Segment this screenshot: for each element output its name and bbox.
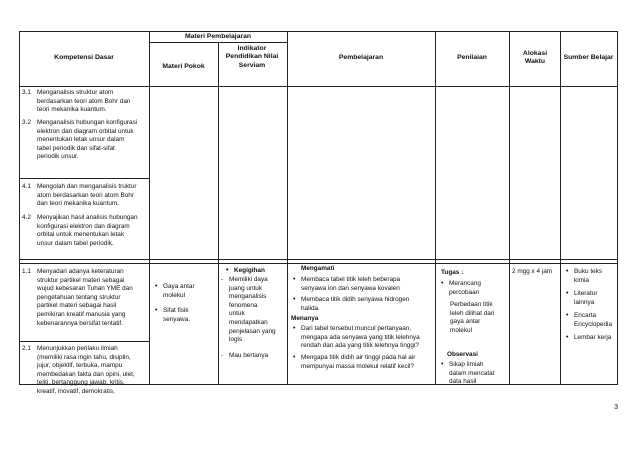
kd-line: berdasarkan teori atom Bohr dan: [37, 97, 131, 105]
pembelajaran-line: halida.: [301, 304, 320, 312]
kd-text: [37, 214, 138, 248]
indikator-line: untuk: [229, 310, 245, 318]
pembelajaran-line: • Membaca tabel titik leleh beberapa: [301, 276, 401, 283]
header-sumber: Sumber Belajar: [563, 54, 614, 61]
kd-line: periodik unsur.: [37, 153, 79, 161]
header-materi-pembelajaran: Materi Pembelajaran: [184, 33, 252, 40]
kd-number: 1.1: [22, 268, 31, 275]
alokasi-value: 2 mgg x 4 jam: [512, 268, 553, 275]
indikator-line: penjelasan yang: [229, 327, 276, 335]
kd-text: [37, 183, 136, 209]
pembelajaran-item: [293, 276, 400, 293]
indikator-line: juang untuk: [229, 284, 263, 292]
kd-text: [37, 268, 133, 328]
kd-line: (memiliki rasa ingin tahu, disiplin,: [37, 353, 131, 361]
pembelajaran-line: • Membaca titik didih senyawa hidrogen: [301, 296, 410, 303]
sumber-line: kimia: [574, 276, 589, 284]
header-bottom: [19, 86, 618, 87]
materi-line: • Sifat fisik: [163, 307, 189, 314]
kd-line: Menunjukkan perilaku ilmiah: [37, 345, 118, 352]
penilaian-line: Perbedaan titik: [450, 301, 493, 308]
kd-divider-2: [19, 341, 149, 342]
pembelajaran-line: rendah dan ada yang titik lelehnya tinggi?: [301, 342, 419, 350]
indikator-line: menganalisis: [229, 293, 267, 301]
kd-number: 3.2: [22, 119, 31, 126]
sumber-item: [566, 312, 612, 329]
border-right: [617, 31, 618, 385]
indikator-line: fenomena: [229, 301, 258, 309]
kd-line: partikel materi sebagai hasil: [37, 302, 117, 310]
materi-line: molekul: [163, 291, 186, 299]
sumber-line: • Encarta: [574, 312, 597, 319]
materi-line: senyawa.: [163, 315, 190, 323]
kd-line: konfigurasi elektron dan diagram: [37, 222, 130, 230]
kd-line: unsur dalam tabel periodik.: [37, 239, 114, 247]
kd-text: [37, 89, 130, 115]
kd-line: elektron dan diagram orbital untuk: [37, 127, 134, 135]
tugas-label: Tugas :: [441, 269, 464, 276]
kd-line: tabel periodik dan sifat-sifat: [37, 144, 115, 152]
kd-number: 4.1: [22, 183, 31, 190]
kd-text: [37, 345, 135, 397]
indikator-item: [219, 276, 276, 345]
block-divider-2: [19, 263, 618, 264]
kd-line: Mengolah dan menganalisis truktur: [37, 183, 137, 190]
header-kompetensi: Kompetensi Dasar: [54, 54, 114, 61]
col-line-3: [287, 31, 288, 385]
border-left: [19, 31, 20, 385]
kd-line: wujud kebesaran Tuhan YME dan: [37, 285, 133, 293]
sumber-item: [566, 290, 597, 307]
kd-line: Menganalisis struktur atom: [37, 89, 114, 96]
penilaian-line: dalam mencatat: [449, 369, 495, 377]
pembelajaran-line: senyawa ion dan senyawa kovalen: [301, 284, 400, 292]
kd-line: teori mekanika kuantum.: [37, 106, 107, 114]
col-line-4: [435, 31, 436, 385]
kd-line: Menganalisis hubungan konfigurasi: [37, 119, 138, 126]
materi-pokok-item: [155, 307, 190, 324]
indikator-title: • Kegigihan: [226, 267, 265, 276]
kd-number: 2.1: [22, 345, 31, 352]
penilaian-line: • Sikap ilmiah: [449, 361, 484, 368]
materi-line: • Gaya antar: [163, 283, 195, 290]
header-alokasi: Alokasi Waktu: [522, 50, 548, 66]
kd-line: atom berdasarkan teori atom Bohr: [37, 191, 134, 199]
sumber-line: lainnya: [574, 298, 595, 306]
indikator-line: - Memiliki daya: [229, 276, 268, 283]
kd-line: Menyajikan hasil analisis hubungan: [37, 214, 138, 221]
kd-line: kebenarannya bersifat tentatif.: [37, 319, 123, 327]
sumber-item: [566, 334, 611, 343]
header-materi-pokok: Materi Pokok: [162, 63, 205, 70]
sumber-line: Encyclopedia: [574, 320, 613, 328]
penilaian-line: data hasil: [449, 378, 477, 386]
border-top: [19, 31, 618, 32]
penilaian-note: [450, 301, 494, 335]
kd-line: teliti, bertanggung jawab, kritis,: [37, 379, 125, 387]
header-indikator: Indikator Pendidikan Nilai Serviam: [225, 45, 279, 69]
pembelajaran-line: • Mengapa titik didih air tinggi pada hal air: [301, 354, 416, 361]
penilaian-item: [441, 361, 494, 387]
kd-line: struktur partikel materi sebagai: [37, 276, 125, 284]
kd-line: orbital untuk menentukan letak: [37, 231, 125, 239]
kd-text: [37, 119, 137, 162]
block-divider: [19, 259, 618, 260]
header-pembelajaran: Pembelajaran: [338, 54, 384, 61]
pembelajaran-item: [293, 325, 420, 351]
kd-line: pemikiran kreatif manusia yang: [37, 310, 126, 318]
col-line-5: [509, 31, 510, 385]
observasi-label: Observasi: [447, 351, 478, 358]
pembelajaran-line: mempunyai massa molekul relatif kecil?: [301, 362, 414, 370]
penilaian-line: molekul: [450, 326, 473, 334]
kd-line: jujur, objektif, terbuka, mampu: [37, 362, 123, 370]
pembelajaran-line: mengapa ada senyawa yang titik lelehnya: [301, 333, 420, 341]
kd-number: 3.1: [22, 89, 31, 96]
kd-line: menentukan letak unsur dalam: [37, 136, 125, 144]
penilaian-item: [441, 280, 481, 297]
menanya-label: Menanya: [291, 315, 319, 322]
col-line-6: [560, 31, 561, 385]
col-line-1: [149, 31, 150, 385]
indikator-line: - Mau bertanya: [229, 352, 269, 359]
sumber-line: • Literatur: [574, 290, 598, 297]
penilaian-line: leleh dilihat dari: [450, 309, 495, 317]
kd-line: pengetahuan tentang struktur: [37, 293, 121, 301]
sumber-item: [566, 268, 602, 285]
indikator-line: logis: [229, 336, 243, 344]
syllabus-table: [19, 31, 618, 395]
mengamati-label: Mengamati: [301, 265, 335, 272]
pembelajaran-item: [293, 296, 409, 313]
indikator-line: mendapatkan: [229, 318, 268, 326]
penilaian-line: percobaan: [449, 288, 480, 296]
kd-number: 4.2: [22, 214, 31, 221]
kd-line: kreatif, inovatif, demokratis,: [37, 387, 115, 395]
penilaian-line: gaya antar: [450, 318, 481, 326]
sumber-line: • Lembar kerja: [574, 334, 612, 341]
penilaian-line: • Merancang: [449, 280, 481, 287]
page-number: 3: [614, 404, 618, 411]
pembelajaran-line: • Dari tabel tersebut muncul pertanyaan,: [301, 325, 412, 332]
materi-pokok-item: [155, 283, 195, 300]
header-penilaian: Penilaian: [457, 54, 487, 61]
sumber-line: • Buku teks: [574, 268, 603, 275]
indikator-item: [219, 352, 268, 361]
kd-line: Menyadari adanya keteraturan: [37, 268, 124, 275]
kd-divider-1: [19, 178, 149, 179]
kd-line: dan teori mekanika kuantum.: [37, 200, 120, 208]
kd-line: membedakan fakta dan opini, ulet,: [37, 370, 135, 378]
pembelajaran-item: [293, 354, 415, 371]
